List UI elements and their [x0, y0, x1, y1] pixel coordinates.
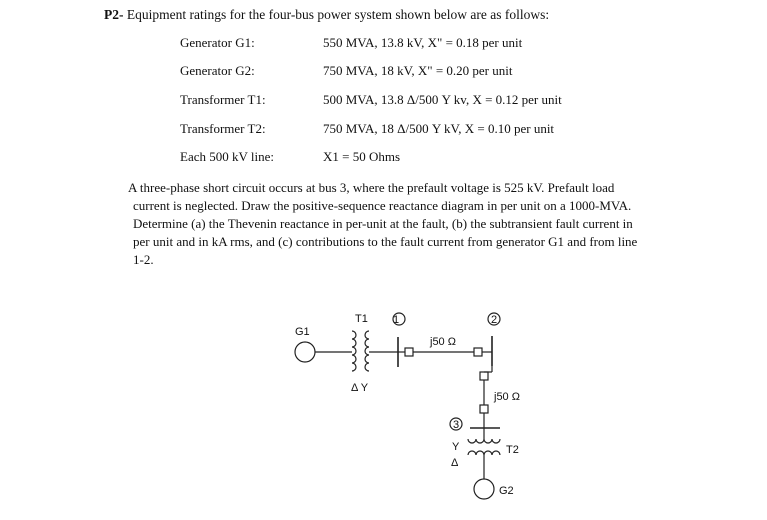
- line-2-3-breaker-bottom: [480, 405, 488, 413]
- rating-label: Transformer T2:: [180, 121, 266, 136]
- rating-label: Generator G2:: [180, 63, 255, 78]
- t2-label: T2: [506, 444, 519, 456]
- line-1-2-breaker-left: [405, 348, 413, 356]
- transformer-t2-symbol: [468, 439, 500, 455]
- t1-winding-label: Δ Y: [351, 382, 369, 394]
- line-2-3-breaker-top: [480, 372, 488, 380]
- problem-number: P2-: [104, 7, 124, 22]
- rating-value: 550 MVA, 13.8 kV, X" = 0.18 per unit: [323, 35, 523, 50]
- problem-statement: Equipment ratings for the four-bus power system shown below are as follows:: [126, 7, 550, 22]
- description-line: Determine (a) the Thevenin reactance in per-unit at the fault, (b) the subtransient fault current in: [133, 216, 633, 231]
- bus-1-number: 1: [392, 314, 400, 326]
- line-1-2-impedance: j50 Ω: [430, 336, 456, 348]
- transformer-t1-symbol: [352, 331, 369, 371]
- description-line: per unit and in kA rms, and (c) contributions to the fault current from generator G1 and from line: [133, 234, 638, 249]
- generator-g1-symbol: [295, 342, 315, 362]
- g1-label: G1: [295, 326, 310, 338]
- t2-y-label: Y: [452, 441, 460, 453]
- description-line: 1-2.: [133, 252, 154, 267]
- line-1-2-breaker-right: [474, 348, 482, 356]
- rating-label: Each 500 kV line:: [180, 149, 274, 164]
- rating-label: Transformer T1:: [180, 92, 266, 107]
- line-2-3-impedance: j50 Ω: [494, 391, 520, 403]
- description-line: current is neglected. Draw the positive-sequence reactance diagram in per unit on a 1000-MVA.: [133, 198, 632, 213]
- generator-g2-symbol: [474, 479, 494, 499]
- rating-label: Generator G1:: [180, 35, 255, 50]
- rating-value: 750 MVA, 18 kV, X" = 0.20 per unit: [323, 63, 513, 78]
- bus-2-number: 2: [490, 314, 498, 326]
- bus-3-number: 3: [452, 419, 460, 431]
- t1-label: T1: [355, 313, 368, 325]
- g2-label: G2: [499, 485, 514, 497]
- rating-value: X1 = 50 Ohms: [323, 149, 401, 164]
- t2-delta-label: Δ: [451, 457, 459, 469]
- rating-value: 750 MVA, 18 Δ/500 Y kV, X = 0.10 per unit: [323, 121, 555, 136]
- rating-value: 500 MVA, 13.8 Δ/500 Y kv, X = 0.12 per unit: [323, 92, 562, 107]
- description-line: A three-phase short circuit occurs at bus 3, where the prefault voltage is 525 kV. Prefault load: [128, 180, 615, 195]
